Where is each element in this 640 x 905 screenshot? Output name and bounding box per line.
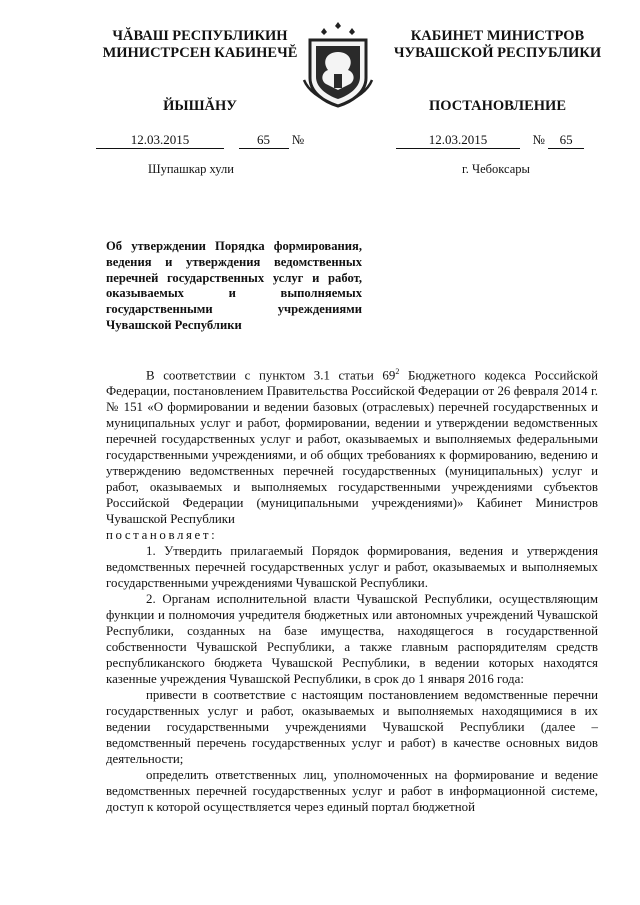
- coat-of-arms-emblem: [300, 18, 376, 110]
- document-subject: Об утверждении Порядка формирования, ведения и утверждения ведомственных перечней государственных услуг и работ, оказываемых и выполняемых государственными учреждениями Чувашской Республики: [106, 239, 362, 332]
- header-russian-line1: КАБИНЕТ МИНИСТРОВ: [410, 28, 585, 44]
- header-chuvash: [100, 28, 300, 62]
- preamble-part-b: Бюджетного кодекса Российской Федерации, постановлением Правительства Российской Федерации от 26 февраля 2014 г. № 151 «О формировании и ведении базовых (отраслевых) перечней государственных и муниципальных услуг и работ, формировании, ведении и утверждении ведомственных перечней государственных услуг и работ, оказываемых и выполняемых федеральными государственными учреждениями, и об общих требованиях к формированию, ведению и утверждению ведомственных перечней государственных (муниципальных) услуг и работ, оказываемых и выполняемых государственными учреждениями субъектов Российской Федерации (муниципальными учреждениями)» Кабинет Министров Чувашской Республики: [106, 368, 598, 527]
- number-chuvash: 65: [239, 132, 289, 149]
- date-chuvash: 12.03.2015: [96, 132, 224, 149]
- item-2b-paragraph: определить ответственных лиц, уполномоченных на формирование и ведение ведомственных перечней государственных услуг и работ в информационной системе, доступ к которой осуществляется через единый портал бюджетной: [106, 768, 598, 815]
- header-russian: [385, 28, 610, 62]
- place-russian: г. Чебоксары: [462, 162, 530, 176]
- header-chuvash-line2: МИНИСТРСЕН КАБИНЕЧĔ: [102, 45, 298, 61]
- article-superscript: 2: [395, 367, 400, 376]
- preamble-part-a: В соответствии с пунктом 3.1 статьи 69: [146, 368, 396, 383]
- date-number-line-chuvash: [96, 132, 304, 149]
- date-russian: 12.03.2015: [396, 132, 520, 149]
- doctype-chuvash: ЙЫШĂНУ: [163, 98, 237, 114]
- place-chuvash: Шупашкар хули: [148, 162, 234, 176]
- date-number-line-russian: [396, 132, 584, 149]
- number-sign-chuvash: №: [291, 132, 305, 147]
- document-body: [106, 364, 598, 815]
- item-2a-paragraph: привести в соответствие с настоящим постановлением ведомственные перечни государственных услуг и работ, оказываемых и выполняемых находящимися в их ведении государственными учреждениями Чувашской Республики (далее – ведомственный перечень государственных услуг и работ) в качестве основных видов деятельности;: [106, 688, 598, 767]
- item-1-paragraph: 1. Утвердить прилагаемый Порядок формирования, ведения и утверждения ведомственных перечней государственных услуг и работ, оказываемых и выполняемых государственными учреждениями Чувашской Республики.: [106, 544, 598, 591]
- item-2-paragraph: 2. Органам исполнительной власти Чувашской Республики, осуществляющим функции и полномочия учредителя бюджетных или автономных учреждений Чувашской Республики, созданных на базе имущества, находящегося в государственной собственности Чувашской Республики, а также главным распорядителям средств республиканского бюджета Чувашской Республики, в ведении которых находятся казенные учреждения Чувашской Республики, в срок до 1 января 2016 года:: [106, 592, 598, 687]
- number-sign-russian: №: [532, 132, 545, 147]
- header-russian-line2: ЧУВАШСКОЙ РЕСПУБЛИКИ: [393, 45, 602, 61]
- decree-word: постановляет:: [106, 528, 218, 543]
- header-chuvash-line1: ЧĂВАШ РЕСПУБЛИКИН: [112, 28, 288, 44]
- preamble-paragraph: [106, 364, 598, 527]
- doctype-russian: ПОСТАНОВЛЕНИЕ: [428, 98, 566, 114]
- number-russian: 65: [548, 132, 584, 149]
